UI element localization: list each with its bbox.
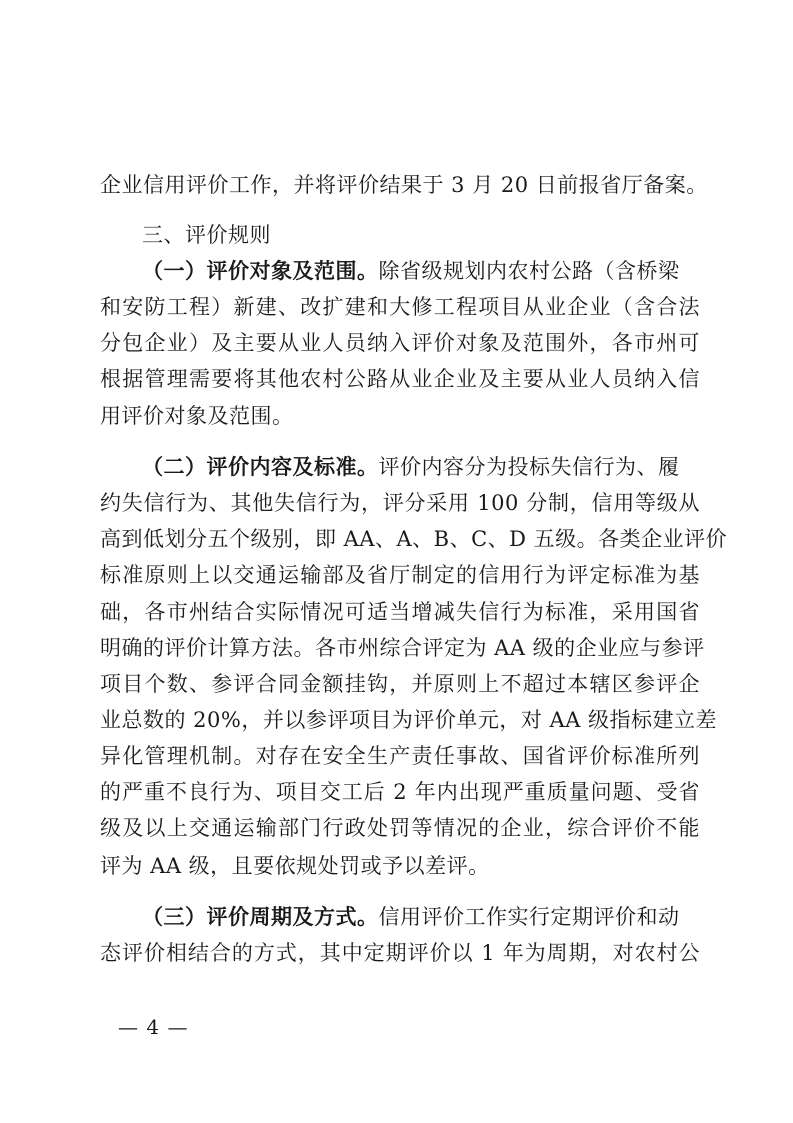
body-line: 明确的评价计算方法。各市州综合评定为 AA 级的企业应与参评 — [100, 636, 705, 660]
body-line: 级及以上交通运输部门行政处罚等情况的企业，综合评价不能 — [100, 816, 700, 840]
section-heading-3: 三、评价规则 — [142, 223, 271, 247]
body-line: 用评价对象及范围。 — [100, 404, 294, 428]
body-line: 评为 AA 级，且要依规处罚或予以差评。 — [100, 854, 490, 878]
body-line: 异化管理机制。对存在安全生产责任事故、国省评价标准所列 — [100, 744, 700, 768]
paragraph-1-first-line — [142, 256, 700, 286]
body-line: 根据管理需要将其他农村公路从业企业及主要从业人员纳入信 — [100, 367, 700, 391]
paragraph-3-first-line — [142, 902, 700, 932]
body-line: 项目个数、参评合同金额挂钩，并原则上不超过本辖区参评企 — [100, 672, 700, 696]
body-line: 的严重不良行为、项目交工后 2 年内出现严重质量问题、受省 — [100, 780, 700, 804]
body-line: 分包企业）及主要从业人员纳入评价对象及范围外，各市州可 — [100, 331, 700, 355]
body-text: 评价内容分为投标失信行为、履 — [378, 455, 680, 479]
subheading-period: （三）评价周期及方式。 — [142, 904, 379, 929]
subheading-scope: （一）评价对象及范围。 — [142, 258, 379, 283]
paragraph-2-first-line — [142, 452, 700, 482]
body-line: 和安防工程）新建、改扩建和大修工程项目从业企业（含合法 — [100, 295, 700, 319]
body-line: 业总数的 20%，并以参评项目为评价单元，对 AA 级指标建立差 — [100, 708, 718, 732]
page-number: — 4 — — [118, 1015, 189, 1039]
body-text: 除省级规划内农村公路（含桥梁 — [378, 259, 680, 283]
body-line: 标准原则上以交通运输部及省厅制定的信用行为评定标准为基 — [100, 563, 700, 587]
body-line: 态评价相结合的方式，其中定期评价以 1 年为周期，对农村公 — [100, 941, 700, 965]
body-text: 信用评价工作实行定期评价和动 — [378, 905, 680, 929]
body-line: 约失信行为、其他失信行为，评分采用 100 分制，信用等级从 — [100, 491, 700, 515]
body-line-1: 企业信用评价工作，并将评价结果于 3 月 20 日前报省厅备案。 — [100, 173, 708, 197]
subheading-content: （二）评价内容及标准。 — [142, 454, 379, 479]
body-line: 高到低划分五个级别，即 AA、A、B、C、D 五级。各类企业评价 — [100, 527, 728, 551]
body-line: 础，各市州结合实际情况可适当增减失信行为标准，采用国省 — [100, 600, 700, 624]
